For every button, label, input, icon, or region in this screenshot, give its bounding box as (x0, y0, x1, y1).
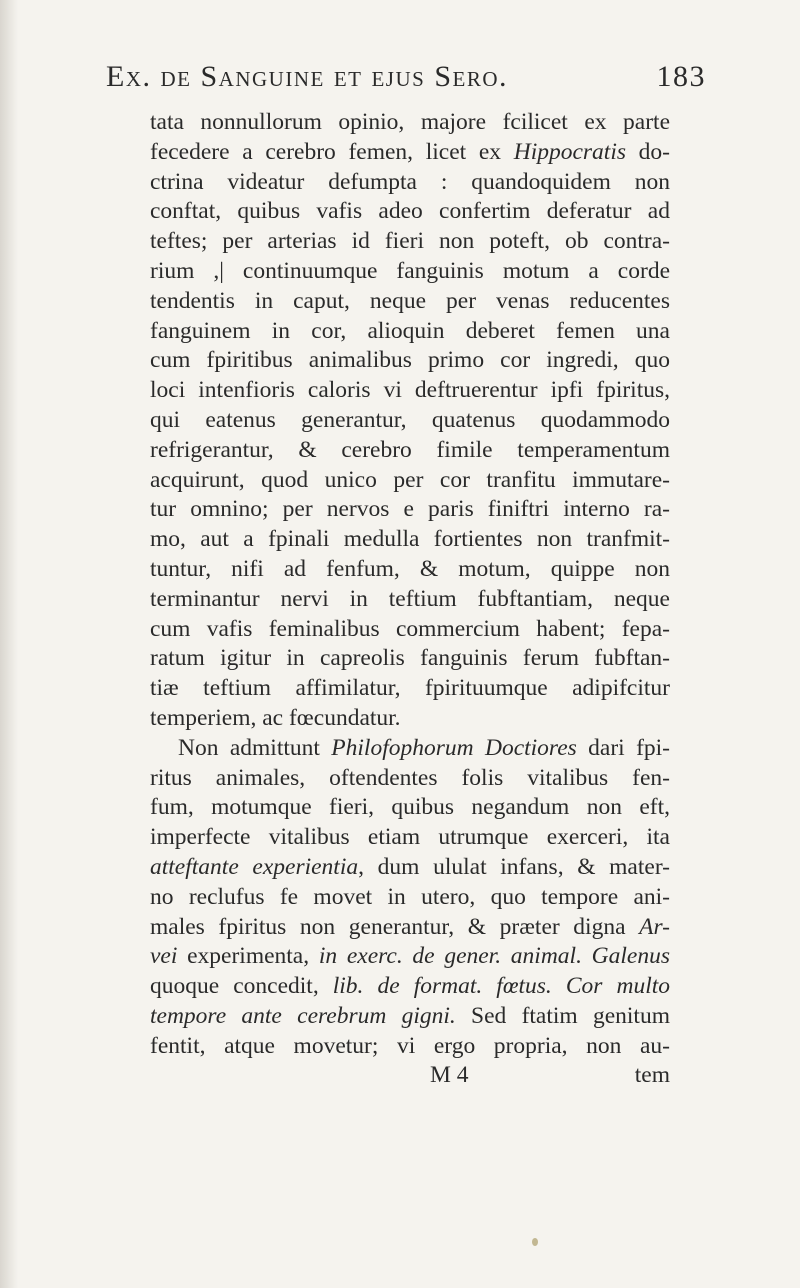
text-segment: tendentis in caput, neque per venas reducentes (150, 287, 670, 314)
text-line (150, 466, 670, 496)
text-segment: cum fpiritibus animalibus primo cor ingredi, quo (150, 347, 670, 374)
paper-stain (532, 1238, 538, 1246)
text-line (150, 495, 670, 525)
text-line (150, 257, 670, 287)
text-segment: quoque concedit, (150, 973, 333, 1000)
text-line (150, 1002, 670, 1032)
italic-text: atteftante experientia (150, 853, 359, 880)
page-number: 183 (656, 60, 706, 93)
text-segment: do- (626, 138, 671, 165)
text-segment: males fpiritus non generantur, & præter digna (150, 913, 640, 940)
text-segment: temperiem, ac fœcundatur. (150, 704, 401, 731)
page-gutter-shadow (0, 0, 18, 1288)
text-line (150, 346, 670, 376)
text-segment: terminantur nervi in teftium fubftantiam, neque (150, 585, 670, 612)
text-line (150, 1032, 670, 1062)
text-line (150, 764, 670, 794)
text-line (150, 555, 670, 585)
text-segment: tata nonnullorum opinio, majore fcilicet ex parte (150, 109, 670, 135)
text-segment: teftes; per arterias id fieri non poteft, ob contra- (150, 228, 670, 255)
italic-text: tempore ante cerebrum gigni. (150, 1002, 456, 1029)
text-line (150, 793, 670, 823)
text-segment: experimenta, (177, 943, 319, 970)
text-line (150, 197, 670, 227)
italic-text: lib. de format. fœtus. Cor multo (332, 973, 670, 1000)
text-segment: ctrina videatur defumpta : quandoquidem non (150, 168, 670, 195)
text-line (150, 823, 670, 853)
catchword: tem (634, 1062, 670, 1088)
running-header (106, 60, 706, 100)
running-title: Ex. de Sanguine et ejus Sero. (106, 60, 509, 93)
text-line (150, 376, 670, 406)
text-line (150, 734, 670, 764)
text-line (150, 227, 670, 257)
text-line (150, 436, 670, 466)
text-segment: acquirunt, quod unico per cor tranfitu immutare- (150, 466, 670, 493)
page-footer (150, 1062, 670, 1092)
text-segment: fanguinem in cor, alioquin deberet femen una (150, 317, 670, 344)
italic-text: in exerc. de gener. animal. Galenus (318, 943, 671, 970)
text-segment: fecedere a cerebro femen, licet ex (150, 138, 514, 165)
text-line (150, 853, 670, 883)
text-segment: conftat, quibus vafis adeo confertim deferatur ad (150, 198, 670, 225)
text-line (150, 615, 670, 645)
text-segment: no reclufus fe movet in utero, quo tempore ani- (150, 883, 670, 910)
text-line (150, 138, 670, 168)
text-segment: Sed ftatim genitum (455, 1002, 670, 1029)
text-segment: refrigerantur, & cerebro fimile temperamentum (150, 436, 670, 463)
text-line (150, 585, 670, 615)
text-line (150, 406, 670, 436)
text-segment: dari fpi- (576, 734, 671, 761)
text-segment: cum vafis feminalibus commercium habent; fepa- (150, 615, 670, 642)
text-segment: tiæ teftium affimilatur, fpirituumque adipifcitur (150, 675, 670, 702)
text-line (150, 972, 670, 1002)
text-segment: ratum igitur in capreolis fanguinis ferum fubftan- (150, 645, 670, 672)
text-segment: imperfecte vitalibus etiam utrumque exerceri, ita (150, 824, 670, 851)
text-line (150, 525, 670, 555)
text-segment: mo, aut a fpinali medulla fortientes non tranfmit- (150, 526, 670, 553)
text-segment: ritus animales, oftendentes folis vitalibus fen- (150, 764, 670, 791)
text-line (150, 108, 670, 138)
text-line (150, 942, 670, 972)
signature-mark: M 4 (430, 1062, 469, 1088)
text-line (150, 168, 670, 198)
italic-text: Ar- (639, 913, 670, 940)
italic-text: vei (150, 943, 178, 970)
text-line (150, 287, 670, 317)
text-line (150, 704, 670, 734)
text-line (150, 674, 670, 704)
body-text (150, 108, 670, 1062)
italic-text: Hippocratis (513, 138, 626, 165)
text-segment: fum, motumque fieri, quibus negandum non eft, (150, 794, 670, 821)
text-line (150, 644, 670, 674)
text-line (150, 913, 670, 943)
text-segment: loci intenfioris caloris vi deftruerentur ipfi fpiritus, (150, 377, 670, 404)
text-segment: tur omnino; per nervos e paris finiftri interno ra- (150, 496, 670, 523)
text-segment: tuntur, nifi ad fenfum, & motum, quippe non (150, 555, 670, 582)
italic-text: Philofophorum Doctiores (331, 734, 577, 761)
text-segment: , dum ululat infans, & mater- (358, 853, 670, 880)
text-line (150, 317, 670, 347)
text-segment: qui eatenus generantur, quatenus quodammodo (150, 406, 670, 433)
text-segment: Non admittunt (178, 734, 332, 761)
text-segment: rium ,| continuumque fanguinis motum a corde (150, 257, 670, 284)
text-line (150, 883, 670, 913)
text-segment: fentit, atque movetur; vi ergo propria, non au- (150, 1032, 670, 1059)
